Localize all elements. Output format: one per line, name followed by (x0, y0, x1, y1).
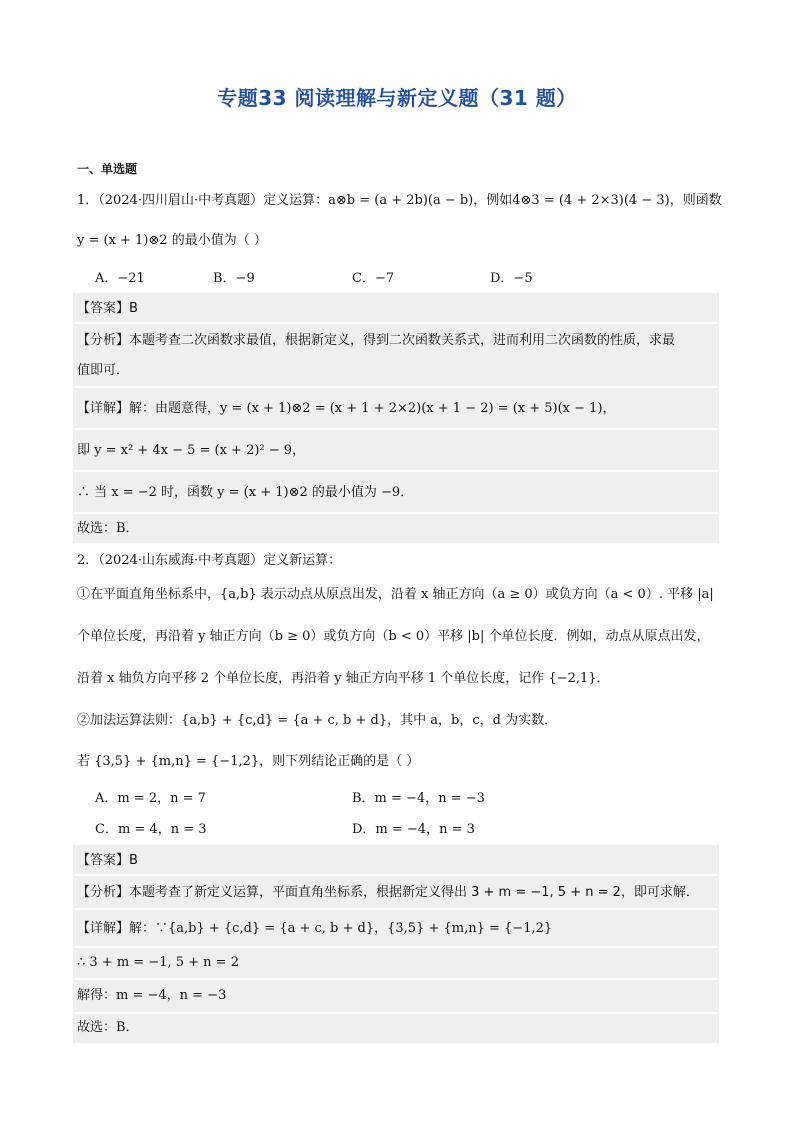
separator (73, 512, 719, 514)
separator (73, 908, 719, 910)
q2-option-d: D．m = −4，n = 3 (352, 822, 475, 837)
separator (73, 1012, 719, 1014)
q1-solution-block (73, 293, 719, 543)
q2-analysis: 【分析】本题考查了新定义运算，平面直角坐标系，根据新定义得出 3 + m = −1, 5 + n = 2，即可求解． (77, 885, 699, 900)
q1-answer: 【答案】B (77, 301, 138, 316)
separator (73, 978, 719, 980)
q2-stem-line-1: 2．（2024·山东威海·中考真题）定义新运算： (77, 553, 342, 568)
q1-option-b: B．−9 (213, 271, 255, 286)
q1-detail-line-3: ∴ 当 x = −2 时，函数 y = (x + 1)⊗2 的最小值为 −9． (77, 485, 414, 500)
separator (73, 946, 719, 948)
section-heading: 一、单选题 (77, 162, 138, 176)
separator (73, 874, 719, 876)
page-title: 专题33 阅读理解与新定义题（31 题） (217, 86, 577, 110)
q2-rule1-line-2: 个单位长度，再沿着 y 轴正方向（b ≥ 0）或负方向（b < 0）平移 |b| 个单位长度．例如，动点从原点出发， (77, 629, 710, 644)
separator (73, 322, 719, 324)
q1-option-d: D．−5 (490, 271, 533, 286)
separator (73, 428, 719, 430)
q2-option-c: C．m = 4，n = 3 (95, 822, 207, 837)
q1-detail-line-1: 【详解】解：由题意得，y = (x + 1)⊗2 = (x + 1 + 2×2)(x + 1 − 2) = (x + 5)(x − 1)， (77, 401, 616, 416)
q2-choose: 故选：B． (77, 1020, 139, 1035)
q1-stem-line-2: y = (x + 1)⊗2 的最小值为（ ） (77, 233, 267, 248)
separator (73, 470, 719, 472)
q1-analysis-line-2: 值即可． (77, 363, 130, 378)
q2-rule1-line-3: 沿着 x 轴负方向平移 2 个单位长度，再沿着 y 轴正方向平移 1 个单位长度，记作 {−2,1}． (77, 671, 610, 686)
q2-rule2: ②加法运算法则：{a,b} + {c,d} = {a + c, b + d}，其中 a，b，c，d 为实数． (77, 713, 558, 728)
q1-choose: 故选：B． (77, 521, 139, 536)
q1-stem-line-1: 1．（2024·四川眉山·中考真题）定义运算：a⊗b = (a + 2b)(a − b)，例如4⊗3 = (4 + 2×3)(4 − 3)，则函数 (77, 193, 722, 208)
q2-rule1-line-1: ①在平面直角坐标系中，{a,b} 表示动点从原点出发，沿着 x 轴正方向（a ≥ 0）或负方向（a < 0）. 平移 |a| (77, 587, 714, 602)
q1-option-c: C．−7 (352, 271, 395, 286)
q1-option-a: A．−21 (95, 271, 145, 286)
q1-detail-line-2: 即 y = x² + 4x − 5 = (x + 2)² − 9， (77, 443, 306, 458)
separator (73, 386, 719, 388)
q2-answer: 【答案】B (77, 853, 138, 868)
q2-option-a: A．m = 2，n = 7 (95, 791, 206, 806)
q2-question: 若 {3,5} + {m,n} = {−1,2}，则下列结论正确的是（ ） (77, 754, 420, 769)
q2-option-b: B．m = −4，n = −3 (352, 791, 485, 806)
q2-detail-line-1: 【详解】解：∵{a,b} + {c,d} = {a + c, b + d}，{3,5} + {m,n} = {−1,2} (77, 921, 553, 936)
q2-detail-line-3: 解得：m = −4，n = −3 (77, 988, 227, 1003)
q2-detail-line-2: ∴ 3 + m = −1, 5 + n = 2 (77, 955, 239, 970)
q1-analysis-line-1: 【分析】本题考查二次函数求最值，根据新定义，得到二次函数关系式，进而利用二次函数的性质，求最 (77, 333, 676, 348)
